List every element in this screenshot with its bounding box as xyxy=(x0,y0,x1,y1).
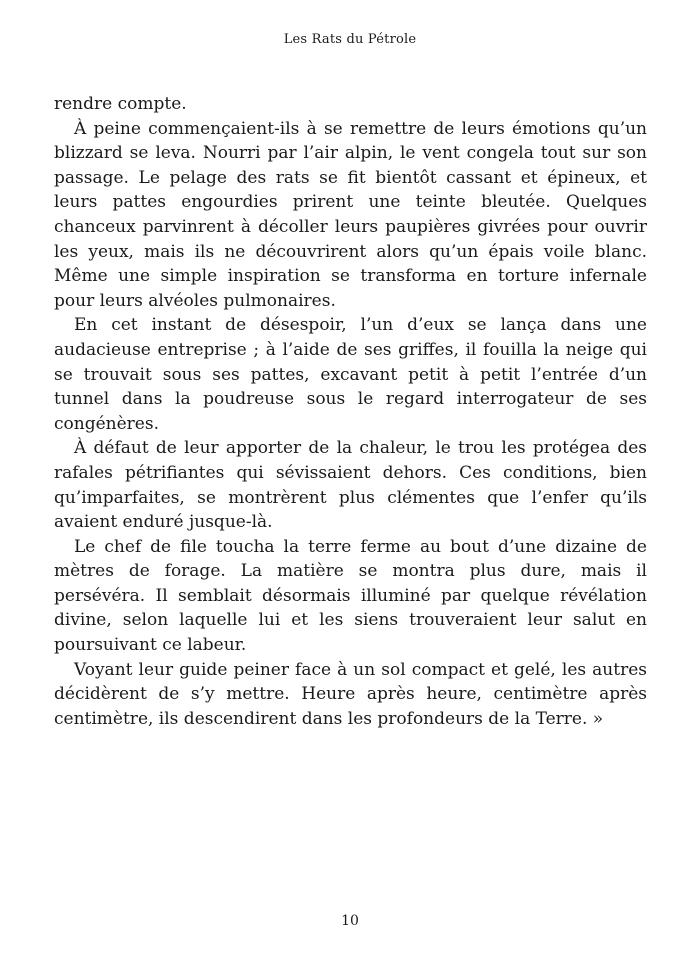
paragraph: Le chef de file toucha la terre ferme au bout d’une dizaine de mètres de forage. La matière se montra plus dure, mais il persévéra. Il semblait désormais illuminé par quelque révélation divine, selon laquelle lui et les siens trouveraient leur salut en poursuivant ce labeur. xyxy=(54,536,647,656)
paragraph: À peine commençaient-ils à se remettre de leurs émotions qu’un blizzard se leva. Nourri par l’air alpin, le vent congela tout sur son passage. Le pelage des rats se fit bientôt cassant et épineux, et leurs pattes engourdies prirent une teinte bleutée. Quelques chanceux parvinrent à décoller leurs paupières givrées pour ouvrir les yeux, mais ils ne découvrirent alors qu’un épais voile blanc. Même une simple inspiration se transforma en torture infernale pour leurs alvéoles pulmonaires. xyxy=(54,118,647,311)
paragraph: Voyant leur guide peiner face à un sol compact et gelé, les autres décidèrent de s’y mettre. Heure après heure, centimètre après centimètre, ils descendirent dans les profondeurs de la Terre. » xyxy=(54,659,647,729)
body-text xyxy=(54,92,647,731)
paragraph-continuation: rendre compte. xyxy=(54,94,187,114)
running-title: Les Rats du Pétrole xyxy=(283,32,417,47)
paragraph: À défaut de leur apporter de la chaleur, le trou les protégea des rafales pétrifiantes qui sévissaient dehors. Ces conditions, bien qu’imparfaites, se montrèrent plus clémentes que l’enfer qu’ils avaient enduré jusque-là. xyxy=(54,438,647,533)
paragraph: En cet instant de désespoir, l’un d’eux se lança dans une audacieuse entreprise ; à l’aide de ses griffes, il fouilla la neige qui se trouvait sous ses pattes, excavant petit à petit l’entrée d’un tunnel dans la poudreuse sous le regard interrogateur de ses congénères. xyxy=(54,315,647,434)
page-number: 10 xyxy=(341,913,359,929)
